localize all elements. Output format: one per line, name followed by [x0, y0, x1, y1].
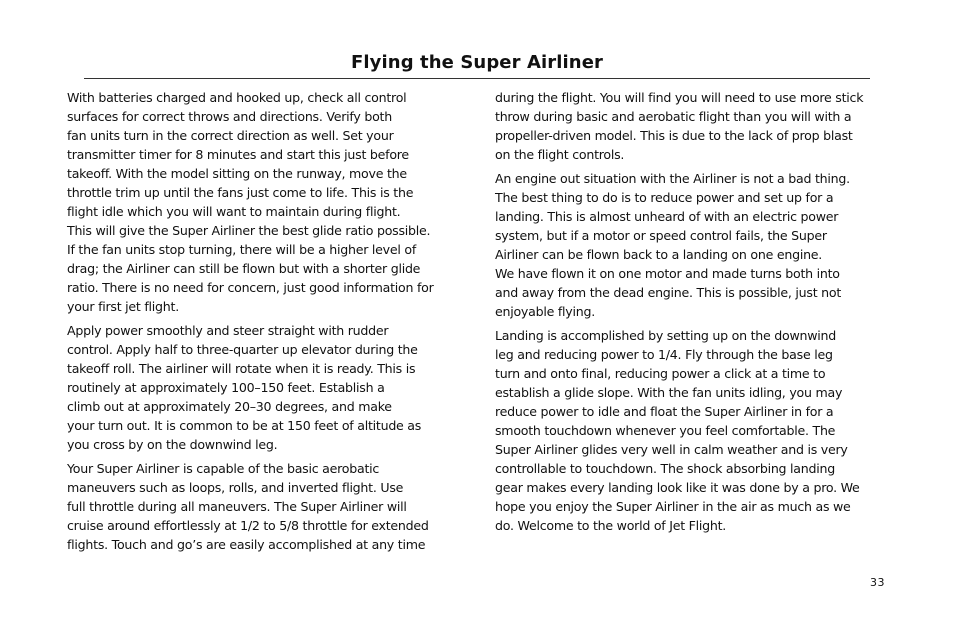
- text-line: routinely at approximately 100–150 feet. Establish a: [67, 380, 385, 395]
- text-line: ratio. There is no need for concern, just good information for: [67, 280, 434, 295]
- text-line: We have flown it on one motor and made turns both into: [495, 266, 840, 281]
- right-column: [495, 88, 899, 540]
- text-line: surfaces for correct throws and directions. Verify both: [67, 109, 392, 124]
- text-line: smooth touchdown whenever you feel comfortable. The: [495, 423, 836, 438]
- text-line: transmitter timer for 8 minutes and start this just before: [67, 147, 409, 162]
- text-line: establish a glide slope. With the fan units idling, you may: [495, 385, 843, 400]
- text-line: full throttle during all maneuvers. The Super Airliner will: [67, 499, 407, 514]
- text-line: during the flight. You will find you will need to use more stick: [495, 90, 864, 105]
- text-line: reduce power to idle and float the Super Airliner in for a: [495, 404, 834, 419]
- text-line: your first jet flight.: [67, 299, 179, 314]
- title-divider: [84, 78, 870, 79]
- text-line: Apply power smoothly and steer straight with rudder: [67, 323, 389, 338]
- text-line: cruise around effortlessly at 1/2 to 5/8 throttle for extended: [67, 518, 429, 533]
- text-line: on the flight controls.: [495, 147, 625, 162]
- text-line: If the fan units stop turning, there will be a higher level of: [67, 242, 417, 257]
- page-title: Flying the Super Airliner: [351, 52, 603, 73]
- text-line: propeller-driven model. This is due to the lack of prop blast: [495, 128, 853, 143]
- text-line: climb out at approximately 20–30 degrees, and make: [67, 399, 392, 414]
- text-line: throw during basic and aerobatic flight than you will with a: [495, 109, 852, 124]
- text-line: leg and reducing power to 1/4. Fly through the base leg: [495, 347, 833, 362]
- text-line: takeoff roll. The airliner will rotate when it is ready. This is: [67, 361, 416, 376]
- text-line: and away from the dead engine. This is possible, just not: [495, 285, 842, 300]
- text-line: Airliner can be flown back to a landing on one engine.: [495, 247, 823, 262]
- text-line: controllable to touchdown. The shock absorbing landing: [495, 461, 835, 476]
- text-line: your turn out. It is common to be at 150 feet of altitude as: [67, 418, 422, 433]
- paragraph-engine-out: [495, 169, 899, 321]
- text-line: you cross by on the downwind leg.: [67, 437, 278, 452]
- text-line: With batteries charged and hooked up, check all control: [67, 90, 407, 105]
- paragraph-preflight: [67, 88, 469, 316]
- text-line: enjoyable flying.: [495, 304, 595, 319]
- text-line: The best thing to do is to reduce power and set up for a: [495, 190, 834, 205]
- text-line: do. Welcome to the world of Jet Flight.: [495, 518, 727, 533]
- text-line: turn and onto final, reducing power a click at a time to: [495, 366, 826, 381]
- paragraph-flight-controls: [495, 88, 899, 164]
- left-column: [67, 88, 469, 559]
- page-number: 33: [870, 576, 885, 589]
- text-line: throttle trim up until the fans just come to life. This is the: [67, 185, 414, 200]
- text-line: This will give the Super Airliner the best glide ratio possible.: [67, 223, 431, 238]
- text-line: drag; the Airliner can still be flown but with a shorter glide: [67, 261, 421, 276]
- text-line: An engine out situation with the Airliner is not a bad thing.: [495, 171, 850, 186]
- text-line: landing. This is almost unheard of with an electric power: [495, 209, 839, 224]
- text-line: control. Apply half to three-quarter up elevator during the: [67, 342, 418, 357]
- text-line: Super Airliner glides very well in calm weather and is very: [495, 442, 848, 457]
- paragraph-landing: [495, 326, 899, 535]
- text-line: maneuvers such as loops, rolls, and inverted flight. Use: [67, 480, 404, 495]
- paragraph-takeoff: [67, 321, 469, 454]
- text-line: Your Super Airliner is capable of the basic aerobatic: [67, 461, 380, 476]
- text-line: gear makes every landing look like it was done by a pro. We: [495, 480, 860, 495]
- text-line: hope you enjoy the Super Airliner in the air as much as we: [495, 499, 851, 514]
- text-line: fan units turn in the correct direction as well. Set your: [67, 128, 394, 143]
- paragraph-aerobatics: [67, 459, 469, 554]
- text-line: flights. Touch and go’s are easily accomplished at any time: [67, 537, 426, 552]
- text-line: flight idle which you will want to maintain during flight.: [67, 204, 401, 219]
- text-line: system, but if a motor or speed control fails, the Super: [495, 228, 827, 243]
- text-line: Landing is accomplished by setting up on the downwind: [495, 328, 837, 343]
- text-line: takeoff. With the model sitting on the runway, move the: [67, 166, 407, 181]
